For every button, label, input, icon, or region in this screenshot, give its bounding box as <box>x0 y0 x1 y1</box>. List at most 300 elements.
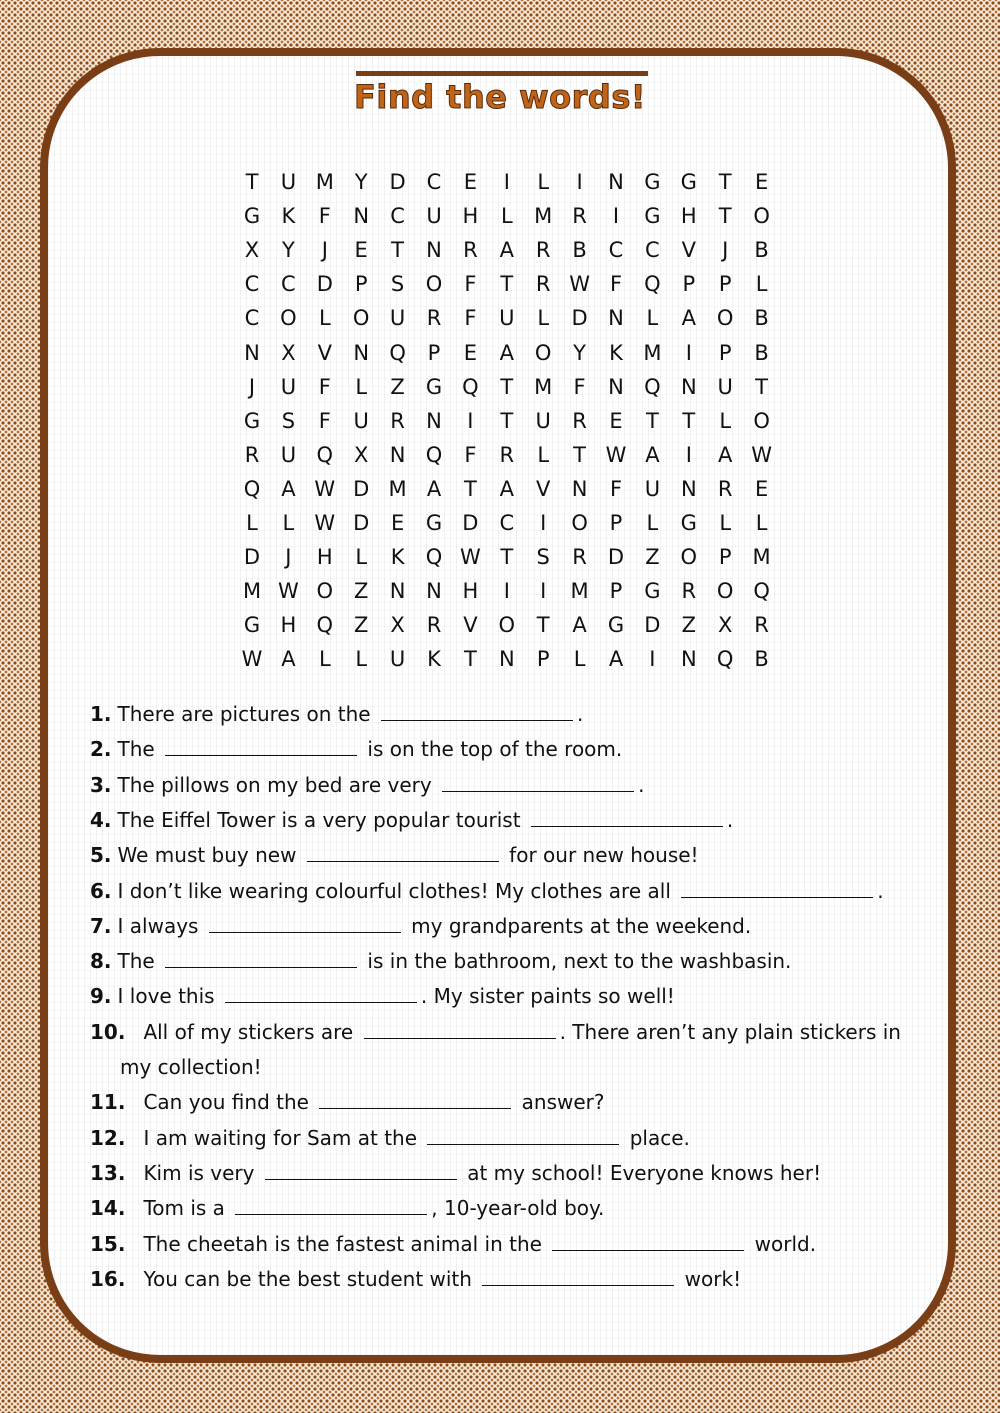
grid-letter[interactable]: D <box>644 613 661 638</box>
question-text: place. <box>623 1125 690 1150</box>
grid-letter[interactable]: A <box>499 340 514 365</box>
grid-letter[interactable]: L <box>355 374 368 399</box>
grid-letter[interactable]: A <box>426 476 442 501</box>
grid-letter[interactable]: Q <box>644 272 661 297</box>
grid-letter[interactable]: P <box>609 579 623 604</box>
grid-letter[interactable]: G <box>607 613 625 638</box>
grid-letter[interactable]: E <box>354 238 368 263</box>
grid-letter[interactable]: A <box>281 476 296 501</box>
answer-blank[interactable] <box>427 1126 619 1145</box>
grid-letter[interactable]: A <box>681 306 696 331</box>
grid-letter[interactable]: F <box>318 204 331 229</box>
grid-letter[interactable]: C <box>608 238 624 263</box>
grid-letter[interactable]: D <box>316 272 333 297</box>
grid-letter[interactable]: N <box>608 374 624 399</box>
grid-letter[interactable]: A <box>572 613 587 638</box>
grid-letter[interactable]: N <box>353 340 370 365</box>
grid-letter[interactable]: R <box>390 408 405 433</box>
grid-letter[interactable]: U <box>280 442 297 467</box>
question-item <box>90 735 960 763</box>
answer-blank[interactable] <box>482 1267 674 1286</box>
question-item <box>90 841 960 869</box>
question-item <box>90 982 960 1010</box>
grid-letter[interactable]: A <box>608 647 624 672</box>
grid-letter[interactable]: K <box>390 545 405 570</box>
grid-letter[interactable]: L <box>719 511 732 535</box>
grid-letter[interactable]: R <box>499 442 515 467</box>
question-text: You can be the best student with <box>143 1266 479 1291</box>
question-text: The <box>117 737 162 762</box>
answer-blank[interactable] <box>225 984 417 1003</box>
grid-letter[interactable]: O <box>716 306 734 331</box>
grid-letter[interactable]: K <box>281 204 296 229</box>
grid-letter[interactable]: C <box>390 204 405 229</box>
grid-letter[interactable]: U <box>644 476 661 501</box>
grid-letter[interactable]: N <box>498 647 515 672</box>
grid-letter[interactable]: A <box>281 647 296 672</box>
grid-letter[interactable]: N <box>680 374 697 399</box>
answer-blank[interactable] <box>364 1020 556 1039</box>
grid-letter[interactable]: M <box>570 579 589 604</box>
grid-letter[interactable]: X <box>244 238 260 263</box>
grid-letter[interactable]: G <box>243 408 261 433</box>
grid-letter[interactable]: U <box>280 374 297 399</box>
answer-blank[interactable] <box>442 773 634 792</box>
grid-letter[interactable]: C <box>499 511 515 535</box>
question-text: Can you find the <box>143 1090 316 1115</box>
grid-letter[interactable]: Q <box>316 613 334 638</box>
grid-letter[interactable]: U <box>717 374 733 399</box>
grid-letter[interactable]: S <box>281 408 296 433</box>
grid-letter[interactable]: N <box>426 238 442 263</box>
grid-letter[interactable]: B <box>754 238 769 263</box>
grid-letter[interactable]: R <box>535 272 551 297</box>
grid-letter[interactable]: T <box>245 170 259 194</box>
grid-letter[interactable]: U <box>535 408 551 433</box>
grid-letter[interactable]: W <box>751 442 772 467</box>
grid-letter[interactable]: E <box>463 340 478 365</box>
grid-letter[interactable]: N <box>426 579 442 604</box>
question-text: for our new house! <box>502 843 699 868</box>
grid-letter[interactable]: T <box>682 408 696 433</box>
grid-letter[interactable]: T <box>463 476 477 501</box>
grid-letter[interactable]: T <box>718 204 732 229</box>
grid-letter[interactable]: O <box>680 545 698 570</box>
question-text: is on the top of the room. <box>361 737 623 762</box>
grid-letter[interactable]: I <box>503 579 510 604</box>
grid-letter[interactable]: L <box>537 306 550 331</box>
grid-letter[interactable]: N <box>389 442 406 467</box>
question-text: my grandparents at the weekend. <box>404 913 752 938</box>
grid-letter[interactable]: B <box>572 238 587 263</box>
grid-letter[interactable]: T <box>536 613 550 638</box>
grid-letter[interactable]: D <box>571 306 588 331</box>
grid-letter[interactable]: O <box>753 408 770 433</box>
grid-letter[interactable]: D <box>243 545 261 570</box>
answer-blank[interactable] <box>165 949 357 968</box>
grid-letter[interactable]: O <box>316 579 334 604</box>
question-text: answer? <box>515 1090 605 1115</box>
question-text: . My sister paints so well! <box>420 984 675 1009</box>
grid-letter[interactable]: L <box>246 511 258 535</box>
grid-letter[interactable]: L <box>537 442 550 467</box>
question-item <box>90 1088 960 1116</box>
grid-letter[interactable]: R <box>535 238 551 263</box>
question-text: . <box>576 702 584 726</box>
grid-letter[interactable]: O <box>571 511 588 535</box>
grid-letter[interactable]: K <box>427 647 441 672</box>
grid-letter[interactable]: C <box>244 272 260 297</box>
grid-letter[interactable]: X <box>390 613 405 638</box>
grid-letter[interactable]: T <box>718 170 732 194</box>
question-number: 4. <box>90 807 112 832</box>
grid-letter[interactable]: B <box>754 306 769 331</box>
grid-letter[interactable]: Q <box>753 579 770 604</box>
grid-letter[interactable]: Q <box>425 442 443 467</box>
question-text: . <box>877 878 884 903</box>
grid-letter[interactable]: O <box>753 204 770 229</box>
grid-letter[interactable]: A <box>718 442 733 467</box>
grid-letter[interactable]: J <box>321 238 328 263</box>
grid-letter[interactable]: F <box>464 442 477 467</box>
grid-letter[interactable]: V <box>463 613 478 638</box>
grid-letter[interactable]: J <box>285 545 292 570</box>
grid-letter[interactable]: I <box>576 170 583 194</box>
grid-letter[interactable]: D <box>389 170 406 194</box>
question-text: work! <box>678 1266 742 1291</box>
grid-letter[interactable]: Q <box>316 442 334 467</box>
grid-letter[interactable]: T <box>500 272 514 297</box>
grid-letter[interactable]: G <box>644 204 661 229</box>
grid-letter[interactable]: Q <box>425 545 443 570</box>
grid-letter[interactable]: V <box>536 476 551 501</box>
question-text: . <box>726 807 734 832</box>
grid-letter[interactable]: G <box>680 511 697 535</box>
grid-letter[interactable]: V <box>681 238 696 263</box>
grid-letter[interactable]: X <box>353 442 369 467</box>
grid-letter[interactable]: R <box>754 613 769 638</box>
grid-letter[interactable]: C <box>244 306 260 331</box>
answer-blank[interactable] <box>165 737 357 756</box>
grid-letter[interactable]: P <box>427 340 441 365</box>
grid-letter[interactable]: A <box>499 476 514 501</box>
grid-letter[interactable]: M <box>534 204 553 229</box>
grid-letter[interactable]: O <box>498 613 516 638</box>
grid-letter[interactable]: N <box>353 204 370 229</box>
grid-letter[interactable]: O <box>534 340 552 365</box>
grid-letter[interactable]: H <box>462 204 479 229</box>
grid-letter[interactable]: A <box>645 442 660 467</box>
question-number: 13. <box>90 1160 126 1185</box>
grid-letter[interactable]: C <box>426 170 442 194</box>
question-number: 1. <box>90 702 112 726</box>
question-number: 8. <box>90 949 112 974</box>
grid-letter[interactable]: E <box>754 170 769 194</box>
answer-blank[interactable] <box>531 808 723 827</box>
grid-letter[interactable]: E <box>609 408 623 433</box>
grid-letter[interactable]: H <box>316 545 333 570</box>
question-number: 7. <box>90 913 112 938</box>
question-text: world. <box>748 1231 817 1256</box>
answer-blank[interactable] <box>265 1161 457 1180</box>
grid-letter[interactable]: Z <box>390 374 405 399</box>
question-item <box>90 1159 960 1187</box>
question-number: 15. <box>90 1231 126 1256</box>
grid-letter[interactable]: U <box>499 306 515 331</box>
grid-letter[interactable]: W <box>569 272 590 297</box>
grid-letter[interactable]: U <box>389 647 406 672</box>
question-item <box>90 1124 960 1152</box>
grid-letter[interactable]: N <box>389 579 406 604</box>
question-text: We must buy new <box>117 843 303 868</box>
grid-letter[interactable]: Q <box>644 374 661 399</box>
grid-letter[interactable]: T <box>500 545 514 570</box>
grid-letter[interactable]: Q <box>389 340 406 365</box>
grid-letter[interactable]: I <box>540 579 547 604</box>
grid-letter[interactable]: H <box>680 204 697 229</box>
grid-letter[interactable]: U <box>353 408 369 433</box>
grid-letter[interactable]: O <box>425 272 443 297</box>
answer-blank[interactable] <box>235 1196 427 1215</box>
grid-letter[interactable]: H <box>280 613 297 638</box>
answer-blank[interactable] <box>209 914 401 933</box>
grid-letter[interactable]: L <box>755 511 768 535</box>
grid-letter[interactable]: Z <box>645 545 660 570</box>
grid-letter[interactable]: T <box>463 647 477 672</box>
grid-letter[interactable]: D <box>462 511 479 535</box>
grid-letter[interactable]: L <box>318 306 331 331</box>
question-number: 5. <box>90 843 112 868</box>
question-text: I love this <box>117 984 221 1009</box>
grid-letter[interactable]: M <box>752 545 771 570</box>
question-number: 12. <box>90 1125 126 1150</box>
grid-letter[interactable]: P <box>718 272 732 297</box>
grid-letter[interactable]: N <box>608 306 624 331</box>
question-text: The <box>117 949 162 974</box>
grid-letter[interactable]: L <box>537 170 550 194</box>
grid-letter[interactable]: R <box>572 204 587 229</box>
grid-letter[interactable]: W <box>278 579 299 604</box>
grid-letter[interactable]: L <box>355 647 368 672</box>
grid-letter[interactable]: F <box>318 374 331 399</box>
grid-letter[interactable]: X <box>717 613 733 638</box>
grid-letter[interactable]: Q <box>462 374 479 399</box>
question-text: I don’t like wearing colourful clothes! My clothes are all <box>117 878 678 903</box>
grid-letter[interactable]: U <box>389 306 406 331</box>
question-text: is in the bathroom, next to the washbasin. <box>361 949 792 974</box>
grid-letter[interactable]: P <box>718 545 732 570</box>
grid-letter[interactable]: P <box>609 511 623 535</box>
grid-letter[interactable]: T <box>391 238 404 263</box>
answer-blank[interactable] <box>319 1090 511 1109</box>
grid-letter[interactable]: R <box>572 545 587 570</box>
grid-letter[interactable]: Y <box>281 238 295 263</box>
grid-letter[interactable]: F <box>318 408 331 433</box>
grid-letter[interactable]: T <box>755 374 768 399</box>
grid-letter[interactable]: M <box>388 476 407 501</box>
grid-letter[interactable]: W <box>605 442 627 467</box>
grid-letter[interactable]: I <box>540 511 547 535</box>
grid-letter[interactable]: J <box>248 374 256 399</box>
grid-letter[interactable]: S <box>390 272 405 297</box>
grid-letter[interactable]: Y <box>573 340 586 365</box>
question-text: Kim is very <box>143 1160 261 1185</box>
grid-letter[interactable]: M <box>643 340 662 365</box>
grid-letter[interactable]: T <box>500 408 514 433</box>
grid-letter[interactable]: L <box>646 511 659 535</box>
grid-letter[interactable]: J <box>722 238 729 263</box>
grid-letter[interactable]: I <box>503 170 510 194</box>
grid-letter[interactable]: M <box>315 170 334 194</box>
grid-letter[interactable]: Q <box>243 476 261 501</box>
grid-letter[interactable]: G <box>680 170 697 194</box>
grid-letter[interactable]: R <box>426 306 442 331</box>
question-item <box>90 1194 960 1222</box>
grid-letter[interactable]: E <box>754 476 769 501</box>
question-item <box>90 877 960 905</box>
grid-letter[interactable]: V <box>317 340 332 365</box>
question-text: The Eiffel Tower is a very popular tourist <box>117 807 527 832</box>
question-number: 2. <box>90 737 112 762</box>
question-text: I am waiting for Sam at the <box>143 1125 424 1150</box>
grid-letter[interactable]: R <box>463 238 478 263</box>
question-number: 14. <box>90 1196 126 1221</box>
grid-letter[interactable]: R <box>681 579 697 604</box>
question-item <box>90 806 960 834</box>
grid-letter[interactable]: A <box>499 238 514 263</box>
grid-letter[interactable]: Z <box>353 579 369 604</box>
grid-letter[interactable]: Z <box>681 613 696 638</box>
grid-letter[interactable]: T <box>645 408 659 433</box>
grid-letter[interactable]: Q <box>716 647 734 672</box>
page-title: Find the words! <box>354 78 646 116</box>
grid-letter[interactable]: P <box>536 647 550 672</box>
grid-letter[interactable]: C <box>645 238 660 263</box>
grid-letter[interactable]: F <box>609 272 623 297</box>
grid-letter[interactable]: N <box>680 476 697 501</box>
grid-letter[interactable]: E <box>390 511 405 535</box>
grid-letter[interactable]: Y <box>354 170 368 194</box>
grid-letter[interactable]: P <box>354 272 368 297</box>
question-text: The pillows on my bed are very <box>117 772 439 797</box>
grid-letter[interactable]: D <box>353 511 370 535</box>
title-underline <box>356 71 648 76</box>
grid-letter[interactable]: T <box>573 442 586 467</box>
grid-letter[interactable]: I <box>685 442 692 467</box>
grid-letter[interactable]: W <box>241 647 263 672</box>
grid-letter[interactable]: R <box>426 613 442 638</box>
grid-letter[interactable]: L <box>282 511 295 535</box>
grid-letter[interactable]: W <box>460 545 481 570</box>
grid-letter[interactable]: O <box>280 306 297 331</box>
question-item <box>90 1018 960 1046</box>
question-item <box>90 912 960 940</box>
grid-letter[interactable]: L <box>573 647 586 672</box>
grid-letter[interactable]: W <box>314 476 336 501</box>
grid-letter[interactable]: R <box>717 476 733 501</box>
grid-letter[interactable]: N <box>608 170 624 194</box>
grid-letter[interactable]: F <box>609 476 623 501</box>
grid-letter[interactable]: Z <box>353 613 369 638</box>
question-text: The cheetah is the fastest animal in the <box>143 1231 549 1256</box>
grid-letter[interactable]: K <box>609 340 623 365</box>
grid-letter[interactable]: L <box>318 647 331 672</box>
grid-letter[interactable]: I <box>649 647 656 672</box>
grid-letter[interactable]: M <box>242 579 262 604</box>
grid-letter[interactable]: F <box>573 374 586 399</box>
grid-letter[interactable]: G <box>644 170 661 194</box>
grid-letter[interactable]: R <box>244 442 260 467</box>
grid-letter[interactable]: X <box>281 340 296 365</box>
question-text: , 10-year-old boy. <box>431 1196 605 1221</box>
grid-letter[interactable]: E <box>463 170 478 194</box>
grid-letter[interactable]: U <box>426 204 442 229</box>
grid-letter[interactable]: G <box>644 579 661 604</box>
grid-letter[interactable]: I <box>467 408 474 433</box>
grid-letter[interactable]: C <box>281 272 296 297</box>
question-number: 9. <box>90 984 112 1009</box>
grid-letter[interactable]: O <box>352 306 370 331</box>
answer-blank[interactable] <box>307 843 499 862</box>
answer-blank[interactable] <box>552 1232 744 1251</box>
grid-letter[interactable]: L <box>646 306 659 331</box>
question-continuation: my collection! <box>120 1055 262 1079</box>
grid-letter[interactable]: L <box>755 272 768 297</box>
grid-letter[interactable]: N <box>571 476 588 501</box>
grid-letter[interactable]: N <box>244 340 260 365</box>
question-number: 3. <box>90 772 112 797</box>
grid-letter[interactable]: G <box>425 511 443 535</box>
answer-blank[interactable] <box>381 702 573 721</box>
grid-letter[interactable]: F <box>464 306 477 331</box>
grid-letter[interactable]: R <box>572 408 587 433</box>
grid-letter[interactable]: D <box>353 476 370 501</box>
grid-letter[interactable]: L <box>500 204 513 229</box>
grid-letter[interactable]: P <box>718 340 732 365</box>
grid-letter[interactable]: G <box>243 613 261 638</box>
question-text: at my school! Everyone knows her! <box>460 1160 822 1185</box>
grid-letter[interactable]: L <box>719 408 732 433</box>
grid-letter[interactable]: L <box>355 545 368 570</box>
grid-letter[interactable]: F <box>464 272 477 297</box>
grid-letter[interactable]: D <box>607 545 625 570</box>
grid-letter[interactable]: N <box>680 647 697 672</box>
grid-letter[interactable]: T <box>500 374 514 399</box>
grid-letter[interactable]: N <box>426 408 442 433</box>
grid-letter[interactable]: B <box>754 647 769 672</box>
question-item <box>90 771 960 799</box>
question-text: Tom is a <box>143 1196 232 1221</box>
grid-letter[interactable]: S <box>536 545 550 570</box>
question-number: 10. <box>90 1019 126 1044</box>
grid-letter[interactable]: I <box>685 340 692 365</box>
grid-letter[interactable]: G <box>425 374 443 399</box>
question-item <box>90 947 960 975</box>
grid-letter[interactable]: I <box>612 204 620 229</box>
question-item <box>90 700 960 728</box>
answer-blank[interactable] <box>681 879 873 898</box>
grid-letter[interactable]: U <box>280 170 297 194</box>
grid-letter[interactable]: W <box>314 511 336 535</box>
grid-letter[interactable]: G <box>243 204 261 229</box>
question-text: All of my stickers are <box>143 1019 360 1044</box>
grid-letter[interactable]: H <box>462 579 479 604</box>
grid-letter[interactable]: O <box>716 579 734 604</box>
grid-letter[interactable]: B <box>754 340 769 365</box>
grid-letter[interactable]: P <box>682 272 696 297</box>
question-text: There are pictures on the <box>117 702 377 726</box>
grid-letter[interactable]: M <box>534 374 553 399</box>
